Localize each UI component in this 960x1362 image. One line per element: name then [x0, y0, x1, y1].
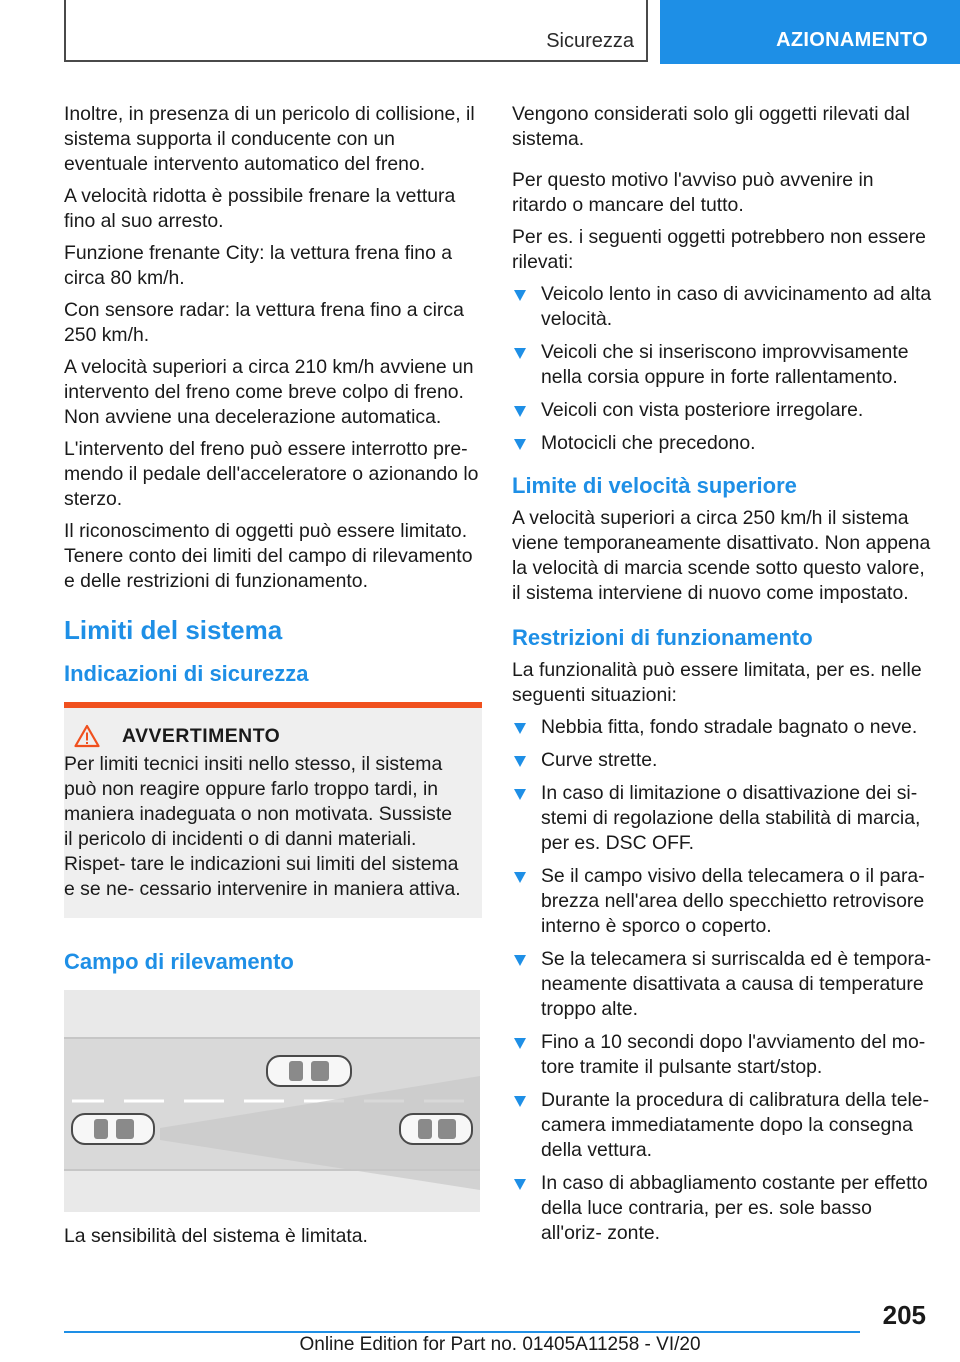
triangle-bullet-icon — [514, 348, 526, 359]
triangle-bullet-icon — [514, 1179, 526, 1190]
figure-caption: La sensibilità del sistema è limitata. — [64, 1225, 368, 1247]
list-item: Se la telecamera si surriscalda ed è tempora- neamente disattivata a causa di temperature troppo alte. — [512, 947, 932, 1022]
list-item: Fino a 10 secondi dopo l'avviamento del mo- tore tramite il pulsante start/stop. — [512, 1030, 932, 1080]
list-item: Durante la procedura di calibratura della tele- camera immediatamente dopo la consegna della vettura. — [512, 1088, 932, 1163]
triangle-bullet-icon — [514, 789, 526, 800]
right-column — [512, 102, 932, 1254]
warning-header — [64, 724, 464, 748]
car-icon — [72, 1114, 154, 1144]
warning-triangle-icon — [74, 724, 100, 748]
triangle-bullet-icon — [514, 872, 526, 883]
paragraph: A velocità superiori a circa 210 km/h avviene un intervento del freno come breve colpo di freno. Non avviene una decelerazione automatica. — [64, 356, 474, 428]
left-column — [64, 102, 482, 1256]
list-item: Veicoli con vista posteriore irregolare. — [512, 398, 932, 423]
paragraph: L'intervento del freno può essere interrotto pre- mendo il pedale dell'acceleratore o azionando lo sterzo. — [64, 438, 479, 510]
paragraph: La funzionalità può essere limitata, per es. nelle seguenti situazioni: — [512, 659, 922, 706]
footer-rule — [64, 1331, 860, 1333]
list-item: Motocicli che precedono. — [512, 431, 932, 456]
warning-text: Per limiti tecnici insiti nello stesso, il sistema può non reagire oppure farlo troppo tardi, in maniera inadeguata o non motivata. Sussiste il pericolo di incidenti o di danni materiali. Rispet- tare le indicazioni sui limiti del sistema e se ne- cessario intervenire in maniera attiva. — [64, 753, 461, 900]
header-chapter-title: AZIONAMENTO — [776, 29, 928, 51]
list-item: Se il campo visivo della telecamera o il para- brezza nell'area dello specchietto retrovisore interno è sporco o coperto. — [512, 864, 932, 939]
triangle-bullet-icon — [514, 955, 526, 966]
restrictions-list — [512, 715, 932, 1246]
triangle-bullet-icon — [514, 290, 526, 301]
paragraph: Per es. i seguenti oggetti potrebbero non essere rilevati: — [512, 226, 926, 273]
triangle-bullet-icon — [514, 756, 526, 767]
paragraph: Inoltre, in presenza di un pericolo di collisione, il sistema supporta il conducente con un eventuale intervento automatico del freno. — [64, 103, 475, 175]
paragraph: Con sensore radar: la vettura frena fino a circa 250 km/h. — [64, 299, 464, 346]
paragraph: Il riconoscimento di oggetti può essere limitato. Tenere conto dei limiti del campo di rilevamento e delle restrizioni di funzionamento. — [64, 520, 473, 592]
road-diagram — [64, 990, 480, 1212]
footer-edition-text: Online Edition for Part no. 01405A11258 - VI/20 — [299, 1334, 701, 1355]
heading-safety-notes: Indicazioni di sicurezza — [64, 661, 309, 686]
footer-edition — [0, 1334, 960, 1356]
warning-box — [64, 702, 482, 918]
paragraph: A velocità superiori a circa 250 km/h il sistema viene temporaneamente disattivato. Non appena la velocità di marcia scende sotto questo valore, il sistema interviene di nuovo come impostato. — [512, 507, 931, 604]
paragraph: Vengono considerati solo gli oggetti rilevati dal sistema. — [512, 103, 910, 150]
paragraph: A velocità ridotta è possibile frenare la vettura fino al suo arresto. — [64, 185, 456, 232]
detection-range-illustration — [64, 990, 480, 1212]
page-number: 205 — [882, 1300, 926, 1330]
header-section-box — [64, 0, 648, 62]
header-section-title: Sicurezza — [546, 30, 634, 52]
header-chapter-tab — [660, 0, 960, 64]
triangle-bullet-icon — [514, 1038, 526, 1049]
car-icon — [267, 1056, 351, 1086]
list-item: Curve strette. — [512, 748, 932, 773]
list-item: In caso di abbagliamento costante per effetto della luce contraria, per es. sole basso all'oriz- zonte. — [512, 1171, 932, 1246]
heading-system-limits: Limiti del sistema — [64, 615, 283, 645]
warning-title: AVVERTIMENTO — [122, 724, 281, 747]
list-item: Nebbia fitta, fondo stradale bagnato o neve. — [512, 715, 932, 740]
paragraph: Funzione frenante City: la vettura frena fino a circa 80 km/h. — [64, 242, 453, 289]
triangle-bullet-icon — [514, 406, 526, 417]
paragraph: Per questo motivo l'avviso può avvenire in ritardo o mancare del tutto. — [512, 169, 874, 216]
heading-upper-speed-limit: Limite di velocità superiore — [512, 473, 797, 498]
car-icon — [400, 1114, 472, 1144]
undetected-objects-list — [512, 282, 932, 456]
triangle-bullet-icon — [514, 1096, 526, 1107]
triangle-bullet-icon — [514, 439, 526, 450]
list-item: Veicolo lento in caso di avvicinamento ad alta velocità. — [512, 282, 932, 332]
heading-detection-range: Campo di rilevamento — [64, 949, 294, 974]
list-item: Veicoli che si inseriscono improvvisamente nella corsia oppure in forte rallentamento. — [512, 340, 932, 390]
heading-functional-restrictions: Restrizioni di funzionamento — [512, 625, 813, 650]
list-item: In caso di limitazione o disattivazione dei si- stemi di regolazione della stabilità di marcia, per es. DSC OFF. — [512, 781, 932, 856]
triangle-bullet-icon — [514, 723, 526, 734]
